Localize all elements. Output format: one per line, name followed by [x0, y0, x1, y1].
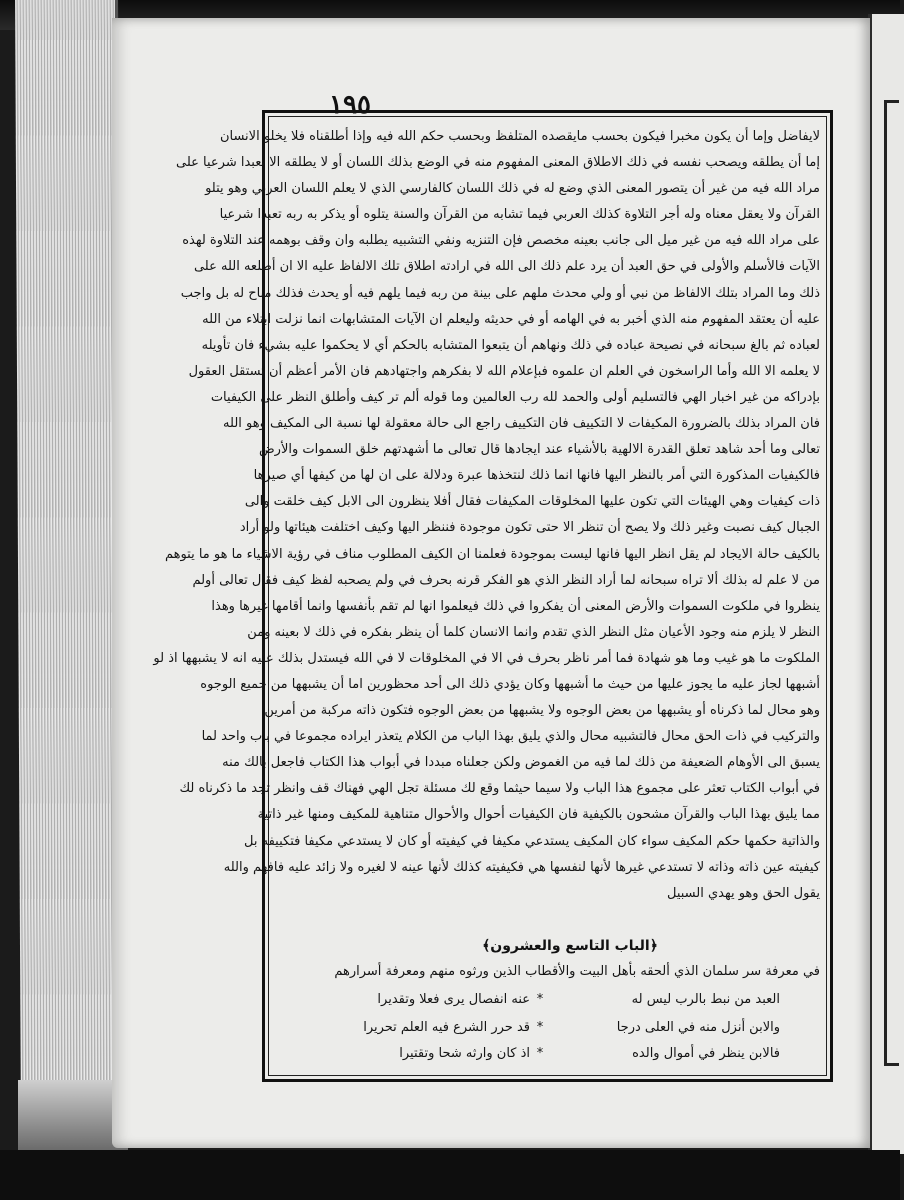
text-line: فالكيفيات المذكورة التي أمر بالنظر اليها فانها انما ذلك لنتخذها عبرة ودلالة على ان لها من كيفها أي صيرها [253, 468, 820, 484]
text-line: بإدراكه من غير اخبار الهي فالتسليم أولى والحمد لله رب العالمين وما قوله ألم تر كيف وأطلق النظر على الكيفيات [210, 389, 820, 405]
text-line: لا يعلمه الا الله وأما الراسخون في العلم ان علموه فبإعلام الله لا بفكرهم واجتهادهم فان الأمر أعظم أن تستقل العقول [188, 363, 820, 379]
text-line: الملكوت ما هو غيب وما هو شهادة فما أمر ناظر بحرف في الا في المخلوقات لا في الله فيستدل بذلك عليه انه لا يشبهها اذ لو [153, 650, 820, 666]
text-line: مراد الله فيه من غير أن يتصور المعنى الذي وضع له في ذلك اللسان كالفارسي الذي لا يعلم اللسان العربي وهو يتلو [205, 181, 820, 197]
text-line: يسبق الى الأوهام الضعيفة من ذلك لما فيه من الغموض ولكن جعلناه مبددا في أبواب هذا الكتاب فاجعل بالك منه [222, 755, 820, 771]
text-line-last: يقول الحق وهو يهدي السبيل [666, 885, 820, 901]
scanner-background-bottom [0, 1150, 900, 1200]
verse-first-hemistich: والابن أنزل منه في العلى درجا [616, 1020, 780, 1035]
verse-first-hemistich: فالابن ينظر في أموال والده [632, 1046, 780, 1061]
text-line: الآيات فالأسلم والأولى في حق العبد أن يرد علم ذلك الى الله في ارادته اطلاق تلك الالفاظ عليه الا ان أطلعه الله على [193, 259, 820, 275]
text-line: القرآن ولا يعقل معناه وله أجر التلاوة كذلك العربي فيما تشابه من القرآن والسنة يتلوه أو يذكر به ربه تعبدا شرعيا [219, 207, 820, 223]
verse-separator-star: * [536, 1020, 544, 1035]
text-line: والذاتية حكمها حكم المكيف سواء كان المكيف يستدعي مكيفا في كيفيته أو كان لا يستدعي مكيفا فتكييفه بل [244, 833, 820, 849]
text-line: وهو محال لما ذكرناه أو يشبهها من بعض الوجوه ولا يشبهها من بعض الوجوه فتكون ذاته مركبة من أمرين [264, 703, 820, 719]
text-line: بالكيف حالة الايجاد لم يقل انظر اليها فانها ليست بموجودة فعلمنا ان الكيف المطلوب مناف في رؤية الاشياء ما هو ما يتوهم [164, 546, 820, 562]
text-line: والتركيب في ذات الحق محال فالتشبيه محال والذي يليق بهذا الباب من الكلام يتعذر ايراده مجموعا في باب واحد لما [201, 729, 820, 745]
text-line: عليه أن يعتقد المفهوم منه الذي أخبر به في الهامه أو في حديثه وليعلم ان الآيات المتشابهات انما نزلت ابتلاء من الله [202, 311, 820, 327]
chapter-title: ﴿الباب التاسع والعشرون﴾ [482, 938, 658, 954]
text-line: النظر لا يلزم منه وجود الأعيان مثل النظر الذي تقدم وانما الانسان كلما أن ينظر بفكره في ذلك لا بعينه ومن [247, 624, 820, 640]
text-line: ذات كيفيات وهي الهيئات التي تكون عليها المخلوقات المكيفات فقال أفلا ينظرون الى الابل كيف خلقت والى [244, 494, 820, 510]
text-line: لعباده ثم بالغ سبحانه في نصيحة عباده في ذلك ونهاهم أن يتبعوا المتشابه بالحكم أي لا يحكموا عليه بشيء فان تأويله [201, 337, 820, 353]
verse-separator-star: * [536, 992, 544, 1007]
verse-separator-star: * [536, 1046, 544, 1061]
text-line: في أبواب الكتاب تعثر على مجموع هذا الباب ولا سيما حيثما وقع لك مسئلة تجل الهي فهناك قف وانظر تجد ما ذكرناه لك [179, 781, 820, 797]
verse-second-hemistich: قد حرر الشرع فيه العلم تحريرا [363, 1020, 530, 1035]
facing-page-frame [884, 100, 899, 1066]
verse-second-hemistich: عنه انفصال يرى فعلا وتقديرا [377, 992, 530, 1007]
chapter-subtitle: في معرفة سر سلمان الذي ألحقه بأهل البيت والأقطاب الذين ورثوه منهم ومعرفة أسرارهم [334, 964, 820, 979]
text-line: الجبال كيف نصبت وغير ذلك ولا يصح أن تنظر الا حتى تكون موجودة فننظر اليها وكيف اختلفت هيئاتها ولو أراد [239, 520, 820, 536]
page-number: ١٩٥ [329, 90, 371, 120]
main-text-block [153, 124, 820, 907]
text-line: ذلك وما المراد بتلك الالفاظ من نبي أو ولي محدث ملهم على بينة من ربه فيما يلهم فيه أو يحدث فذلك مباح له بل واجب [180, 285, 820, 301]
text-line: أشبهها لجاز عليه ما يجوز عليها من حيث ما أشبهها وكان يؤدي ذلك الى أحد محظورين اما أن يشبهها من جميع الوجوه [200, 676, 820, 692]
verse-second-hemistich: اذ كان وارثه شحا وتقتيرا [399, 1046, 530, 1061]
text-line: تعالى وما أحد شاهد تعلق القدرة الالهية بالأشياء عند ايجادها قال تعالى ما أشهدتهم خلق السموات والأرض [258, 442, 820, 458]
text-line: فان المراد بذلك بالضرورة المكيفات لا التكييف فان التكييف راجع الى حالة معقولة لها نسبة الى المكيف وهو الله [223, 416, 820, 432]
text-line: إما أن يطلقه ويصحب نفسه في ذلك الاطلاق المعنى المفهوم منه في الوضع بذلك اللسان أو لا يطلقه الا تعبدا شرعيا على [175, 155, 820, 171]
text-line: لايفاضل وإما أن يكون مخبرا فيكون بحسب مايقصده المتلفظ وبحسب حكم الله فيه وإذا أطلقناه فلا يخلو الانسان [219, 129, 820, 144]
verse-first-hemistich: العبد من نبط بالرب ليس له [631, 992, 780, 1007]
page-edges-stack [15, 0, 124, 1130]
text-line: كيفيته عين ذاته وذاته لا تستدعي غيرها لأنها لنفسها هي فكيفيته كذلك لأنها عينه لا لغيره ولا زائد عليه فافهم والله [223, 859, 820, 875]
text-line: على مراد الله فيه من غير ميل الى جانب بعينه مخصص فإن التنزيه ونفي التشبيه يطلبه وان وقف بوهمه عند التلاوة لهذه [182, 233, 820, 249]
text-line: ينظروا في ملكوت السموات والأرض المعنى أن يفكروا في ذلك فيعلموا انها لم تقم بأنفسها وانما أقامها غيرها وهذا [211, 598, 820, 614]
text-line: مما يليق بهذا الباب والقرآن مشحون بالكيفية فان الكيفيات أحوال والأحوال متناهية للمكيف ومنها غير ذاتية [257, 807, 820, 823]
text-line: من لا علم له بذلك ألا تراه سبحانه لما أراد النظر الذي هو الفكر قرنه بحرف في ولم يصحبه لفظ كيف فقال تعالى أولم [192, 572, 820, 588]
